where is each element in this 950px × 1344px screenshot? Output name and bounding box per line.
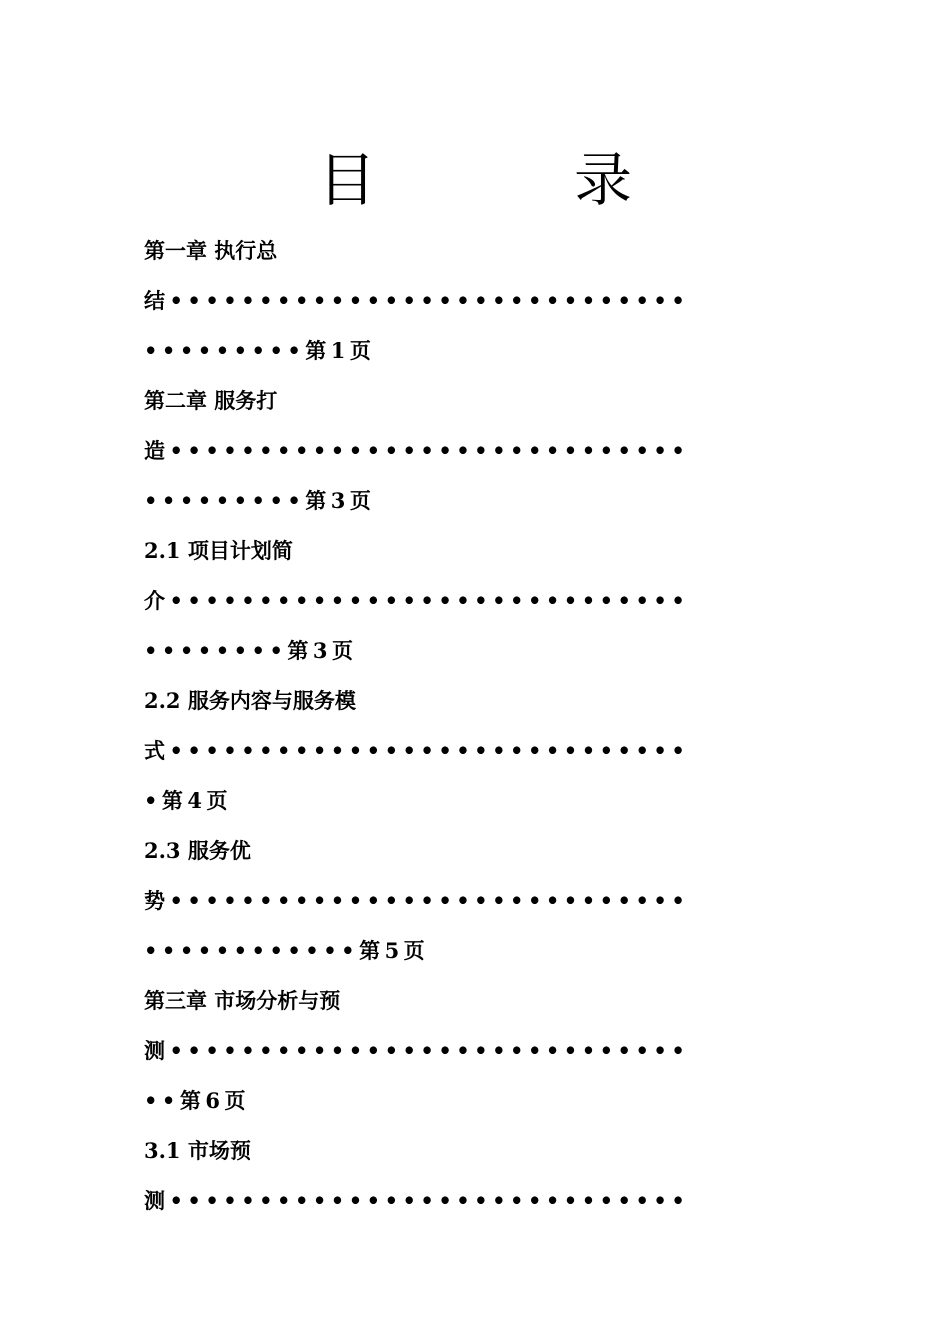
- toc-line[interactable]: 2.1 项目计划简: [144, 538, 293, 563]
- toc-line[interactable]: 第二章 服务打: [144, 388, 278, 413]
- page-title: 目 录: [317, 146, 702, 214]
- toc-line[interactable]: 第一章 执行总: [144, 238, 278, 263]
- toc-line[interactable]: 式•••••••••••••••••••••••••••••: [144, 738, 690, 763]
- toc-line[interactable]: •••••••••第1页: [144, 338, 376, 363]
- toc-line[interactable]: 第三章 市场分析与预: [144, 988, 341, 1013]
- toc-line[interactable]: 3.1 市场预: [144, 1138, 251, 1163]
- toc-line[interactable]: 测•••••••••••••••••••••••••••••: [144, 1038, 690, 1063]
- toc-line[interactable]: •••••••••第3页: [144, 488, 376, 513]
- toc-line[interactable]: ••••••••••••第5页: [144, 938, 430, 963]
- toc-line[interactable]: 测•••••••••••••••••••••••••••••: [144, 1188, 690, 1213]
- toc-line[interactable]: ••••••••第3页: [144, 638, 358, 663]
- toc-line[interactable]: 介•••••••••••••••••••••••••••••: [144, 588, 690, 613]
- table-of-contents: [144, 226, 794, 1226]
- toc-line[interactable]: 势•••••••••••••••••••••••••••••: [144, 888, 690, 913]
- toc-line[interactable]: 结•••••••••••••••••••••••••••••: [144, 288, 690, 313]
- toc-line[interactable]: ••第6页: [144, 1088, 250, 1113]
- toc-line[interactable]: 2.2 服务内容与服务模: [144, 688, 356, 713]
- toc-line[interactable]: 造•••••••••••••••••••••••••••••: [144, 438, 690, 463]
- toc-line[interactable]: •第4页: [144, 788, 233, 813]
- toc-line[interactable]: 2.3 服务优: [144, 838, 251, 863]
